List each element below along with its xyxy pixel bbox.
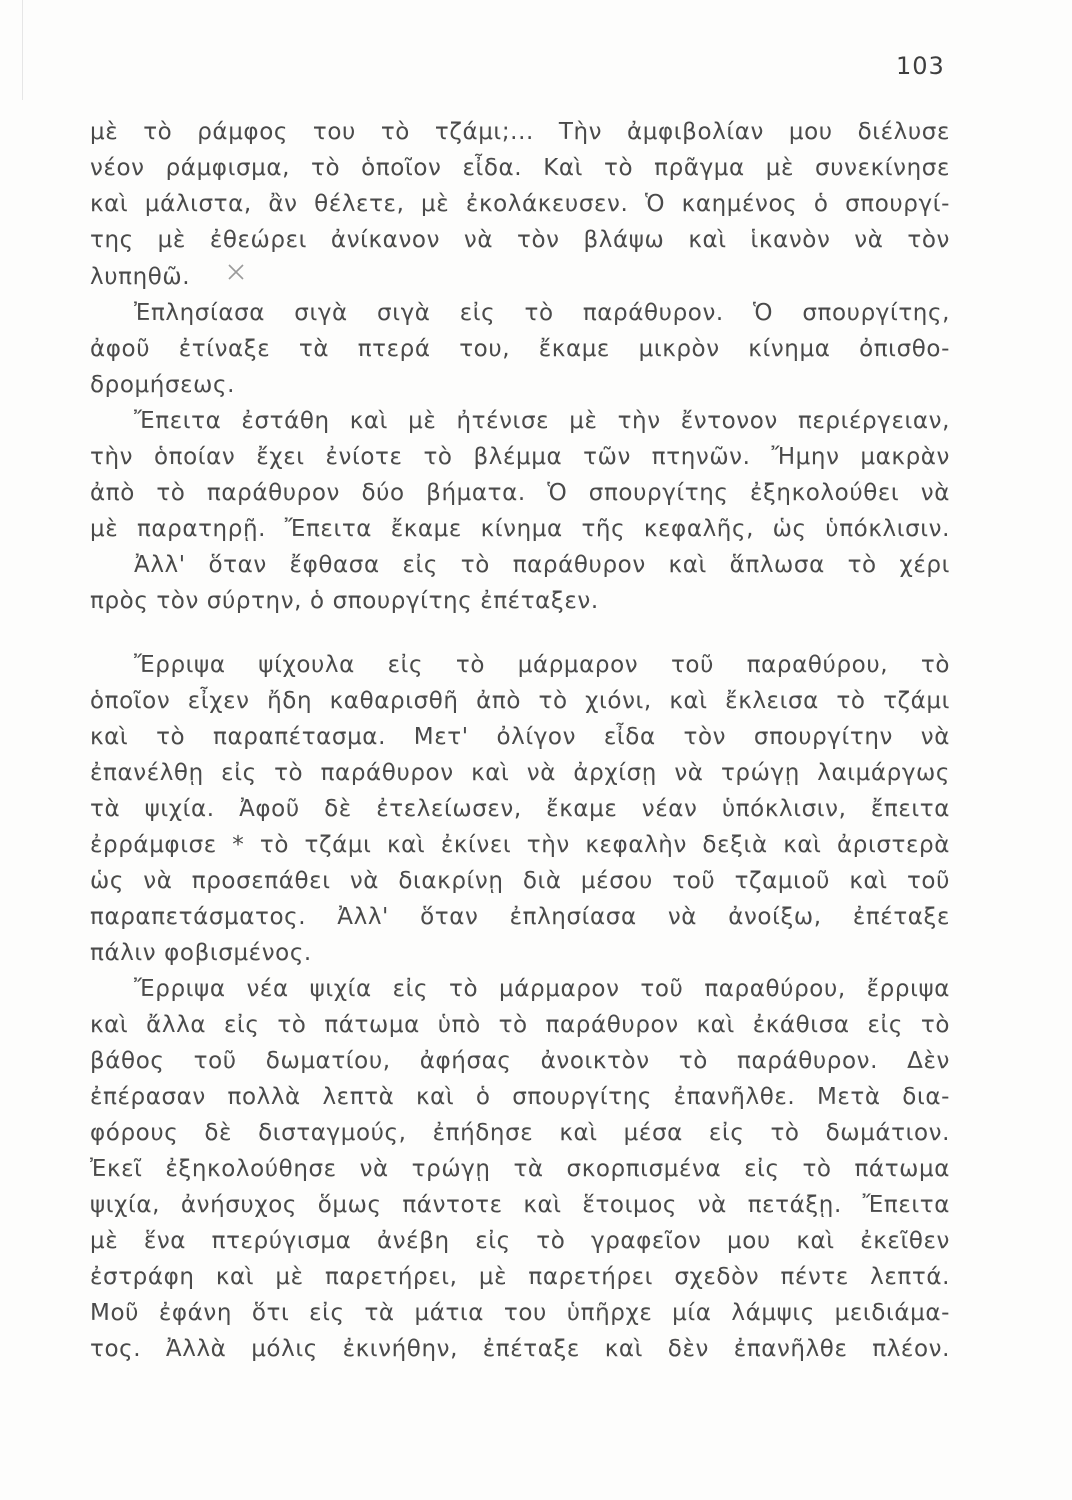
text-line: ἐστράφη καὶ μὲ παρετήρει, μὲ παρετήρει σχεδὸν πέντε λεπτά. [90, 1264, 950, 1290]
text-line: Ἐπλησίασα σιγὰ σιγὰ εἰς τὸ παράθυρον. Ὁ σπουργίτης, [134, 300, 950, 326]
text-line: ἐρράμφισε * τὸ τζάμι καὶ ἐκίνει τὴν κεφαλὴν δεξιὰ καὶ ἀριστερὰ [90, 832, 950, 858]
text-line: ὡς νὰ προσεπάθει νὰ διακρίνῃ διὰ μέσου τοῦ τζαμιοῦ καὶ τοῦ [90, 868, 950, 894]
text-line: παραπετάσματος. Ἀλλ' ὅταν ἐπλησίασα νὰ ἀνοίξω, ἐπέταξε [90, 904, 950, 930]
text-line: δρομήσεως. [90, 372, 236, 398]
text-line: βάθος τοῦ δωματίου, ἀφήσας ἀνοικτὸν τὸ παράθυρον. Δὲν [90, 1048, 950, 1074]
text-line: Ἔπειτα ἐστάθη καὶ μὲ ἠτένισε μὲ τὴν ἔντονον περιέργειαν, [134, 408, 950, 434]
text-line: μὲ παρατηρῇ. Ἔπειτα ἔκαμε κίνημα τῆς κεφαλῆς, ὡς ὑπόκλισιν. [90, 516, 950, 542]
text-line: καὶ ἄλλα εἰς τὸ πάτωμα ὑπὸ τὸ παράθυρον καὶ ἐκάθισα εἰς τὸ [90, 1012, 950, 1038]
text-line: ἐπανέλθῃ εἰς τὸ παράθυρον καὶ νὰ ἀρχίσῃ νὰ τρώγῃ λαιμάργως [90, 760, 950, 786]
text-line: τὴν ὁποίαν ἔχει ἐνίοτε τὸ βλέμμα τῶν πτηνῶν. Ἤμην μακρὰν [90, 444, 950, 470]
text-line: Ἐκεῖ ἐξηκολούθησε νὰ τρώγῃ τὰ σκορπισμένα εἰς τὸ πάτωμα [90, 1156, 950, 1182]
text-line: Ἔρριψα ψίχουλα εἰς τὸ μάρμαρον τοῦ παραθύρου, τὸ [134, 652, 950, 678]
text-line: της μὲ ἐθεώρει ἀνίκανον νὰ τὸν βλάψω καὶ ἱκανὸν νὰ τὸν [90, 227, 950, 253]
text-line: Ἀλλ' ὅταν ἔφθασα εἰς τὸ παράθυρον καὶ ἅπλωσα τὸ χέρι [134, 552, 950, 578]
text-line: τος. Ἀλλὰ μόλις ἐκινήθην, ἐπέταξε καὶ δὲν ἐπανῆλθε πλέον. [90, 1336, 950, 1362]
margin-shadow [22, 0, 23, 100]
pencil-mark-icon [226, 262, 246, 282]
text-line: ἀπὸ τὸ παράθυρον δύο βήματα. Ὁ σπουργίτης ἐξηκολούθει νὰ [90, 480, 950, 506]
text-line: πρὸς τὸν σύρτην, ὁ σπουργίτης ἐπέταξεν. [90, 588, 599, 614]
text-line: καὶ τὸ παραπέτασμα. Μετ' ὀλίγον εἶδα τὸν σπουργίτην νὰ [90, 724, 950, 750]
text-line: νέον ράμφισμα, τὸ ὁποῖον εἶδα. Καὶ τὸ πρᾶγμα μὲ συνεκίνησε [90, 155, 950, 181]
text-line: πάλιν φοβισμένος. [90, 940, 312, 966]
page-number: 103 [896, 52, 945, 80]
text-line: τὰ ψιχία. Ἀφοῦ δὲ ἐτελείωσεν, ἔκαμε νέαν ὑπόκλισιν, ἔπειτα [90, 796, 950, 822]
text-line: Μοῦ ἐφάνη ὅτι εἰς τὰ μάτια του ὑπῆρχε μία λάμψις μειδιάμα- [90, 1300, 950, 1326]
text-line: ἐπέρασαν πολλὰ λεπτὰ καὶ ὁ σπουργίτης ἐπανῆλθε. Μετὰ δια- [90, 1084, 950, 1110]
text-line: μὲ ἕνα πτερύγισμα ἀνέβη εἰς τὸ γραφεῖον μου καὶ ἐκεῖθεν [90, 1228, 950, 1254]
text-line: φόρους δὲ δισταγμούς, ἐπήδησε καὶ μέσα εἰς τὸ δωμάτιον. [90, 1120, 950, 1146]
text-line: Ἔρριψα νέα ψιχία εἰς τὸ μάρμαρον τοῦ παραθύρου, ἔρριψα [134, 976, 950, 1002]
text-line: ὁποῖον εἶχεν ἤδη καθαρισθῆ ἀπὸ τὸ χιόνι, καὶ ἔκλεισα τὸ τζάμι [90, 688, 950, 714]
text-line: καὶ μάλιστα, ἂν θέλετε, μὲ ἐκολάκευσεν. Ὁ καημένος ὁ σπουργί- [90, 191, 950, 217]
text-line: λυπηθῶ. [90, 264, 191, 290]
text-line: ψιχία, ἀνήσυχος ὅμως πάντοτε καὶ ἕτοιμος νὰ πετάξῃ. Ἔπειτα [90, 1192, 950, 1218]
text-line: μὲ τὸ ράμφος του τὸ τζάμι;... Τὴν ἀμφιβολίαν μου διέλυσε [90, 119, 950, 145]
text-line: ἀφοῦ ἐτίναξε τὰ πτερά του, ἔκαμε μικρὸν κίνημα ὀπισθο- [90, 336, 950, 362]
